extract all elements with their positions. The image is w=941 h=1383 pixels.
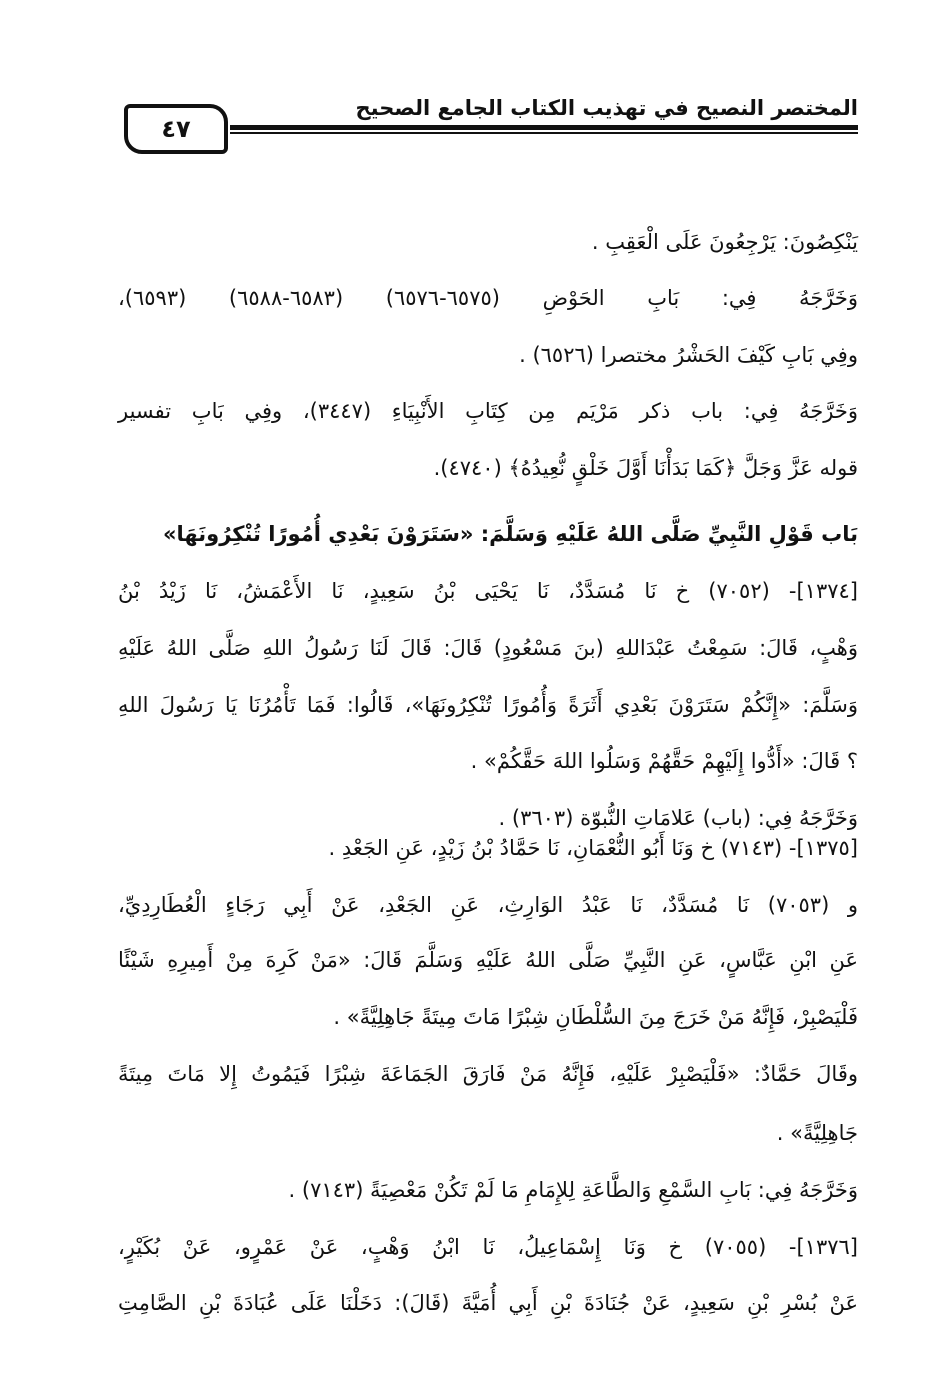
header-rule-thick — [230, 125, 858, 130]
text-line: [١٣٧٤]- (٧٠٥٢) خ نَا مُسَدَّدٌ، نَا يَحْيَى بْنُ سَعِيدٍ، نَا الأَعْمَشُ، نَا زَيْدُ بْنُ — [118, 579, 858, 603]
text-line: وَخَرَّجَهُ فِي: بَابِ الحَوْضِ (٦٥٧٥-٦٥٧٦) (٦٥٨٣-٦٥٨٨) (٦٥٩٣)، — [118, 286, 859, 310]
text-line: فَلْيَصْبِرْ، فَإِنَّهُ مَنْ خَرَجَ مِنَ السُّلْطَانِ شِبْرًا مَاتَ مِيتَةً جَاهِلِيَّةً» . — [333, 1005, 858, 1029]
text-line: وَخَرَّجَهُ فِي: بَابِ السَّمْعِ وَالطَّاعَةِ لِلإِمَامِ مَا لَمْ تَكُنْ مَعْصِيَةً (٧١٤٣) . — [288, 1178, 858, 1202]
text-line: وَهْبٍ، قَالَ: سَمِعْتُ عَبْدَاللهِ (بنَ مَسْعُودٍ) قَالَ: قَالَ لَنَا رَسُولُ اللهِ صَلَّى اللهُ عَلَيْهِ — [118, 636, 858, 660]
text-line: وقَالَ حَمَّادٌ: «فَلْيَصْبِرْ عَلَيْهِ، فَإِنَّهُ مَنْ فَارَقَ الجَمَاعَةَ شِبْرًا فَيَمُوتُ إِلا مَاتَ مِيتَةً — [118, 1062, 858, 1086]
text-line: عَنْ بُسْرِ بْنِ سَعِيدٍ، عَنْ جُنَادَةَ بْنِ أَبِي أُمَيَّةَ (قَالَ): دَخَلْنَا عَلَى عُبَادَةَ بْنِ الصَّامِتِ — [118, 1291, 858, 1315]
text-line: وَخَرَّجَهُ فِي: (باب) عَلامَاتِ النُّبوّة (٣٦٠٣) . — [498, 806, 858, 830]
text-line: وَخَرَّجَهُ فِي: باب ذكر مَرْيَم مِن كِتَابِ الأَنْبِيَاءِ (٣٤٤٧)، وفِي بَابِ تفسير — [118, 399, 858, 423]
page-number: ٤٧ — [161, 115, 191, 143]
text-line: ؟ قَالَ: «أَدُّوا إِلَيْهِمْ حَقَّهُمْ وَسَلُوا اللهَ حَقَّكُمْ» . — [470, 749, 858, 773]
header-rule-thin — [230, 132, 858, 134]
text-line: [١٣٧٦]- (٧٠٥٥) خ وَنَا إِسْمَاعِيلُ، نَا ابْنُ وَهْبٍ، عَنْ عَمْرٍو، عَنْ بُكَيْرٍ، — [118, 1235, 858, 1259]
page-header — [118, 92, 858, 162]
running-title: المختصر النصيح في تهذيب الكتاب الجامع الصحيح — [355, 96, 858, 120]
text-line: عَنِ ابْنِ عَبَّاسٍ، عَنِ النَّبِيِّ صَلَّى اللهُ عَلَيْهِ وَسَلَّمَ قَالَ: «مَنْ كَرِهَ مِنْ أَمِيرِهِ شَيْئًا — [118, 948, 858, 972]
text-line: يَنْكِصُونَ: يَرْجِعُونَ عَلَى الْعَقِبِ . — [591, 230, 858, 254]
text-line: جَاهِلِيَّةً» . — [776, 1121, 858, 1145]
page-number-box — [124, 104, 228, 154]
chapter-heading: بَاب قَوْلِ النَّبِيِّ صَلَّى اللهُ عَلَيْهِ وَسَلَّمَ: «سَتَرَوْنَ بَعْدِي أُمُورًا تُنْكِرُونَهَا» — [162, 522, 858, 546]
text-line: وفِي بَابِ كَيْفَ الحَشْرُ مختصرا (٦٥٢٦) . — [519, 343, 858, 367]
text-line: [١٣٧٥]- (٧١٤٣) خ وَنَا أَبُو النُّعْمَانِ، نَا حَمَّادُ بْنُ زَيْدٍ، عَنِ الجَعْدِ . — [328, 836, 858, 860]
text-line: وَسَلَّمَ: «إِنَّكُمْ سَتَرَوْنَ بَعْدِي أَثَرَةً وَأُمُورًا تُنْكِرُونَهَا»، قَالُوا: فَمَا تَأْمُرُنَا يَا رَسُولَ اللهِ — [118, 693, 858, 717]
text-line: قوله عَزَّ وَجَلَّ ﴿كَمَا بَدَأْنَا أَوَّلَ خَلْقٍ نُّعِيدُهُ﴾ (٤٧٤٠). — [433, 456, 858, 480]
text-line: و (٧٠٥٣) نَا مُسَدَّدٌ، نَا عَبْدُ الوَارِثِ، عَنِ الجَعْدِ، عَنْ أَبِي رَجَاءٍ الْعُطَارِدِيِّ، — [118, 893, 858, 917]
